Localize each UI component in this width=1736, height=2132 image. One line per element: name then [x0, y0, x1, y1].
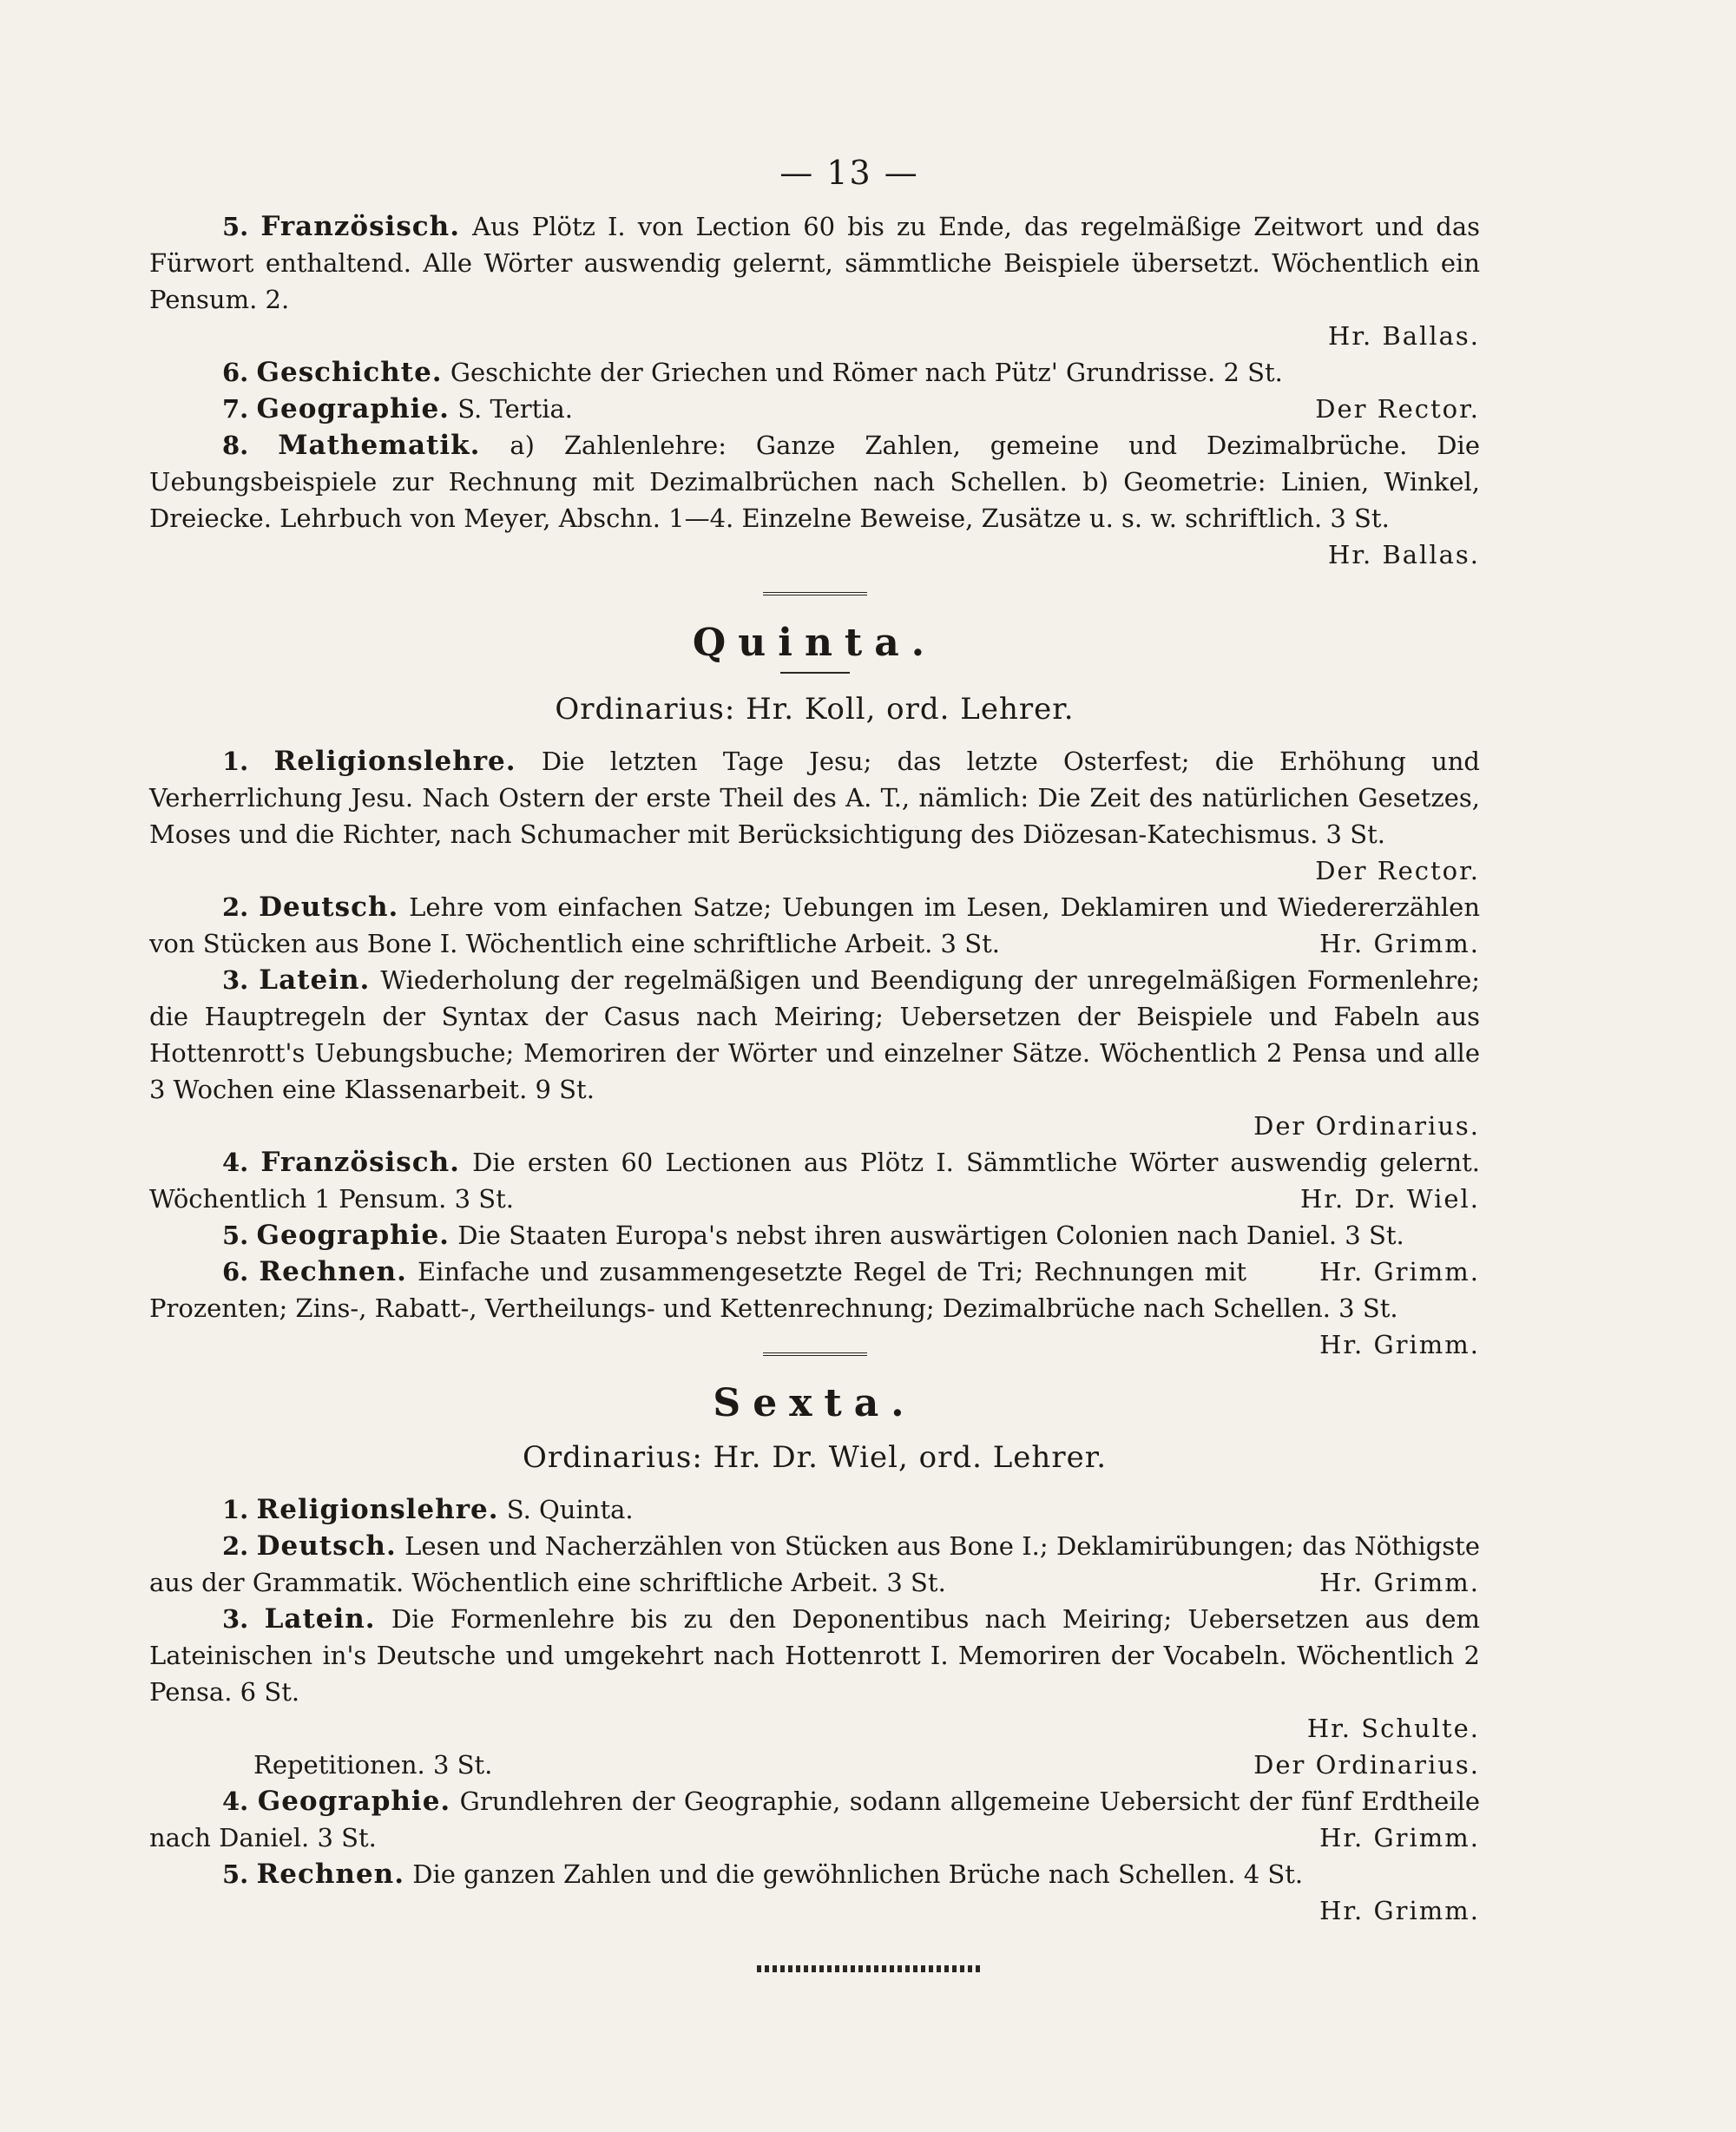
entry-religionslehre: [149, 1491, 1480, 1528]
entry-number: 5.: [222, 1221, 249, 1250]
entry-body: Die Formenlehre bis zu den Deponentibus nach Meiring; Uebersetzen aus dem Lateinischen in's Deutsche und umgekehrt nach Hottenrott I. Memoriren der Vocabeln. Wöchentlich 2 Pensa. 6 St.: [149, 1604, 1481, 1707]
entry-subject: Religionslehre.: [256, 1494, 499, 1525]
entry-teacher: Hr. Ballas.: [1328, 540, 1480, 569]
page-number: — 13 —: [779, 154, 919, 192]
entry-religionslehre: [149, 743, 1480, 889]
entry-body: Geschichte der Griechen und Römer nach Pütz' Grundrisse. 2 St.: [450, 358, 1283, 387]
entry-number: 8.: [222, 431, 249, 460]
entry-teacher: Hr. Grimm.: [1319, 1257, 1480, 1286]
entry-deutsch: [149, 889, 1480, 962]
entry-body: Die ersten 60 Lectionen aus Plötz I. Sämmtliche Wörter auswendig gelernt. Wöchentlich 1 Pensum. 3 St.: [149, 1148, 1480, 1214]
end-ornament: [757, 1965, 983, 1972]
entry-latein: [149, 962, 1480, 1144]
title-underline: [780, 672, 850, 674]
entry-rechnen: [149, 1856, 1480, 1929]
entry-number: 7.: [222, 394, 249, 424]
entry-body: Lehre vom einfachen Satze; Uebungen im Lesen, Deklamiren und Wiedererzählen von Stücken aus Bone I. Wöchentlich eine schriftliche Arbeit. 3 St.: [149, 892, 1481, 958]
entry-number: 3.: [222, 1604, 249, 1634]
entry-body: Repetitionen. 3 St.: [253, 1750, 493, 1780]
entry-teacher: Hr. Grimm.: [1319, 1823, 1480, 1852]
entry-body: S. Tertia.: [457, 394, 574, 424]
ordinarius-quinta: Ordinarius: Hr. Koll, ord. Lehrer.: [555, 692, 1075, 727]
entry-teacher: Hr. Dr. Wiel.: [1300, 1184, 1480, 1214]
entry-number: 1.: [222, 1495, 249, 1524]
section-title-sexta: Sexta.: [713, 1381, 917, 1425]
entry-number: 2.: [222, 1531, 249, 1561]
entry-subject: Mathematik.: [278, 430, 481, 461]
entry-teacher: Der Rector.: [1315, 856, 1480, 885]
entry-repetitionen: [149, 1747, 1480, 1783]
entry-subject: Latein.: [259, 964, 371, 996]
entry-subject: Rechnen.: [256, 1859, 404, 1890]
entry-subject: Deutsch.: [256, 1530, 397, 1562]
entry-subject: Französisch.: [260, 1147, 460, 1178]
entry-number: 3.: [222, 965, 249, 995]
entry-body: Die Staaten Europa's nebst ihren auswärtigen Colonien nach Daniel. 3 St.: [457, 1221, 1404, 1250]
entry-number: 6.: [222, 358, 249, 387]
entry-number: 2.: [222, 892, 249, 922]
entry-latein: [149, 1601, 1480, 1747]
entry-number: 5.: [222, 212, 249, 241]
entry-teacher: Der Rector.: [1315, 394, 1480, 424]
entry-body: Die ganzen Zahlen und die gewöhnlichen Brüche nach Schellen. 4 St.: [412, 1859, 1304, 1889]
entry-teacher: Der Ordinarius.: [1253, 1750, 1480, 1780]
entry-teacher: Hr. Ballas.: [1328, 321, 1480, 351]
entry-body: Einfache und zusammengesetzte Regel de Tri; Rechnungen mit Prozenten; Zins-, Rabatt-, Vertheilungs- und Kettenrechnung; Dezimalbrüche nach Schellen. 3 St.: [149, 1257, 1398, 1323]
entry-number: 6.: [222, 1257, 249, 1286]
entry-subject: Deutsch.: [259, 892, 399, 923]
entry-teacher: Hr. Schulte.: [1306, 1714, 1480, 1743]
entry-body: Aus Plötz I. von Lection 60 bis zu Ende, das regelmäßige Zeitwort und das Fürwort enthaltend. Alle Wörter auswendig gelernt, sämmtliche Beispiele übersetzt. Wöchentlich ein Pensum. 2.: [149, 212, 1481, 314]
entry-teacher: Hr. Grimm.: [1319, 1568, 1480, 1597]
entry-subject: Latein.: [264, 1603, 376, 1635]
entry-mathematik: [149, 427, 1480, 573]
entry-geographie: [149, 1783, 1480, 1856]
ordinarius-sexta: Ordinarius: Hr. Dr. Wiel, ord. Lehrer.: [522, 1440, 1108, 1475]
entry-subject: Religionslehre.: [273, 746, 516, 777]
entry-subject: Geographie.: [257, 1786, 451, 1817]
entry-number: 5.: [222, 1859, 249, 1889]
entry-body: Lesen und Nacherzählen von Stücken aus Bone I.; Deklamirübungen; das Nöthigste aus der Grammatik. Wöchentlich eine schriftliche Arbeit. 3 St.: [149, 1531, 1480, 1597]
entry-teacher: Hr. Grimm.: [1319, 929, 1480, 958]
entry-body: Wiederholung der regelmäßigen und Beendigung der unregelmäßigen Formenlehre; die Hauptregeln der Syntax der Casus nach Meiring; Uebersetzen der Beispiele und Fabeln aus Hottenrott's Uebungsbuche; Memoriren der Wörter und einzelner Sätze. Wöchentlich 2 Pensa und alle 3 Wochen eine Klassenarbeit. 9 St.: [149, 965, 1481, 1104]
entry-number: 4.: [222, 1787, 249, 1816]
entry-franzoesisch: [149, 1144, 1480, 1217]
entry-subject: Rechnen.: [259, 1256, 407, 1287]
section-divider: [763, 592, 867, 596]
entry-teacher: Der Ordinarius.: [1253, 1111, 1480, 1141]
entry-body: a) Zahlenlehre: Ganze Zahlen, gemeine und Dezimalbrüche. Die Uebungsbeispiele zur Rechnung mit Dezimalbrüchen nach Schellen. b) Geometrie: Linien, Winkel, Dreiecke. Lehrbuch von Meyer, Abschn. 1—4. Einzelne Beweise, Zusätze u. s. w. schriftlich. 3 St.: [149, 431, 1480, 533]
entry-body: S. Quinta.: [506, 1495, 634, 1524]
entry-number: 4.: [222, 1148, 249, 1177]
entry-deutsch: [149, 1528, 1480, 1601]
section-divider: [763, 1352, 867, 1356]
entry-franzoesisch: [149, 208, 1480, 354]
entry-subject: Geographie.: [256, 1220, 450, 1251]
entry-subject: Geographie.: [256, 393, 450, 424]
section-title-quinta: Quinta.: [692, 621, 937, 665]
entry-subject: Geschichte.: [256, 357, 443, 388]
entry-subject: Französisch.: [260, 211, 460, 242]
entry-number: 1.: [222, 747, 249, 776]
entry-body: Grundlehren der Geographie, sodann allgemeine Uebersicht der fünf Erdtheile nach Daniel. 3 St.: [149, 1787, 1481, 1852]
entry-body: Die letzten Tage Jesu; das letzte Osterfest; die Erhöhung und Verherrlichung Jesu. Nach Ostern der erste Theil des A. T., nämlich: Die Zeit des natürlichen Gesetzes, Moses und die Richter, nach Schumacher mit Berücksichtigung des Diözesan-Katechismus. 3 St.: [149, 747, 1480, 849]
entry-teacher: Hr. Grimm.: [1319, 1330, 1480, 1359]
entry-teacher: Hr. Grimm.: [1319, 1896, 1480, 1925]
